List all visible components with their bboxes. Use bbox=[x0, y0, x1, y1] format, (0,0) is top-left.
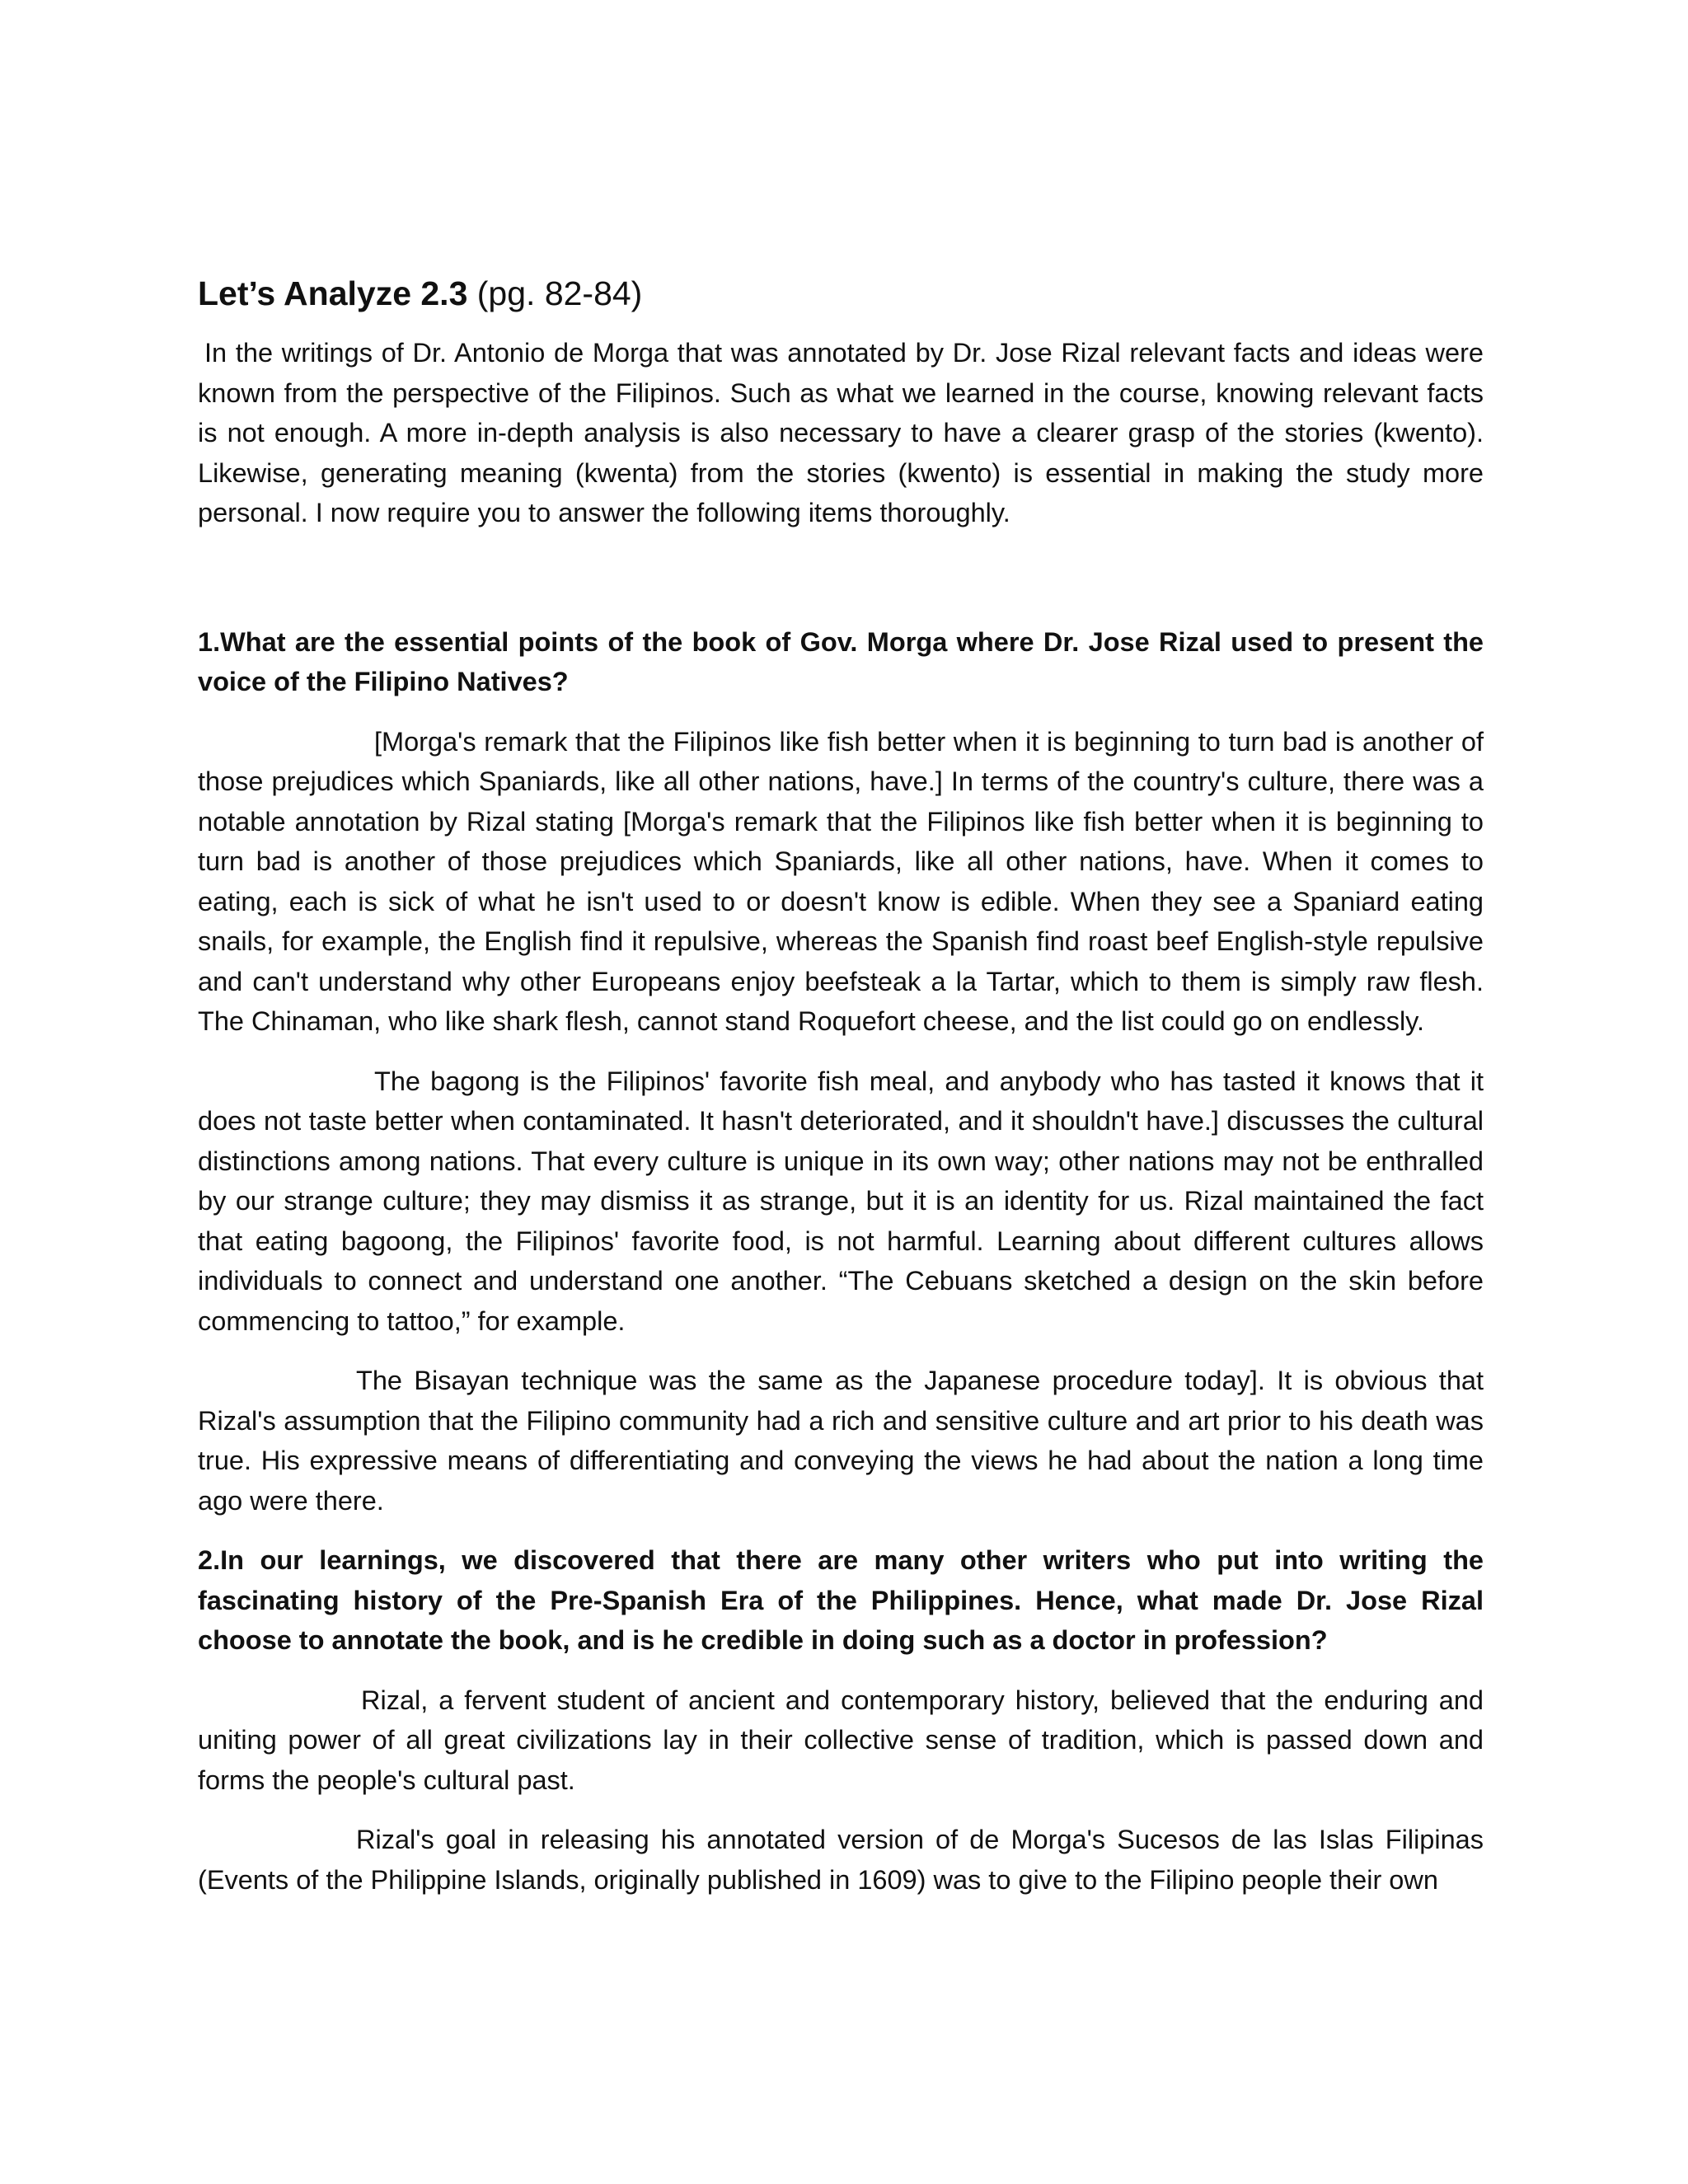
title-page-range: (pg. 82-84) bbox=[467, 274, 643, 312]
answer-1-paragraph-2: The bagong is the Filipinos' favorite fish meal, and anybody who has tasted it knows that it does not taste better when contaminated. It hasn't deteriorated, and it shouldn't have.] discusses the cultural distinctions among nations. That every culture is unique in its own way; other nations may not be enthralled by our strange culture; they may dismiss it as strange, but it is an identity for us. Rizal maintained the fact that eating bagoong, the Filipinos' favorite food, is not harmful. Learning about different cultures allows individuals to connect and understand one another. “The Cebuans sketched a design on the skin before commencing to tattoo,” for example. bbox=[198, 1066, 1484, 1336]
page-title bbox=[198, 272, 1484, 315]
answer-1-paragraph-1: [Morga's remark that the Filipinos like fish better when it is beginning to turn bad is another of those prejudices which Spaniards, like all other nations, have.] In terms of the country's culture, there was a notable annotation by Rizal stating [Morga's remark that the Filipinos like fish better when it is beginning to turn bad is another of those prejudices which Spaniards, like all other nations, have. When it comes to eating, each is sick of what he isn't used to or doesn't know is edible. When they see a Spaniard eating snails, for example, the English find it repulsive, whereas the Spanish find roast beef English-style repulsive and can't understand why other Europeans enjoy beefsteak a la Tartar, which to them is simply raw flesh. The Chinaman, who like shark flesh, cannot stand Roquefort cheese, and the list could go on endlessly. bbox=[198, 726, 1484, 1036]
document-page bbox=[198, 272, 1484, 1918]
answer-2-paragraph-2: Rizal's goal in releasing his annotated version of de Morga's Sucesos de las Islas Filipinas (Events of the Philippine Islands, originally published in 1609) was to give to the Filipino people their own bbox=[198, 1825, 1484, 1895]
intro-paragraph: In the writings of Dr. Antonio de Morga that was annotated by Dr. Jose Rizal relevant facts and ideas were known from the perspective of the Filipinos. Such as what we learned in the course, knowing relevant facts is not enough. A more in-depth analysis is also necessary to have a clearer grasp of the stories (kwento). Likewise, generating meaning (kwenta) from the stories (kwento) is essential in making the study more personal. I now require you to answer the following items thoroughly. bbox=[198, 338, 1484, 527]
answer-2-paragraph-1: Rizal, a fervent student of ancient and contemporary history, believed that the enduring and uniting power of all great civilizations lay in their collective sense of tradition, which is passed down and forms the people's cultural past. bbox=[198, 1685, 1484, 1795]
answer-1-paragraph-3: The Bisayan technique was the same as the Japanese procedure today]. It is obvious that Rizal's assumption that the Filipino community had a rich and sensitive culture and art prior to his death was true. His expressive means of differentiating and conveying the views he had about the nation a long time ago were there. bbox=[198, 1366, 1484, 1516]
question-2: 2.In our learnings, we discovered that there are many other writers who put into writing the fascinating history of the Pre-Spanish Era of the Philippines. Hence, what made Dr. Jose Rizal choose to annotate the book, and is he credible in doing such as a doctor in profession? bbox=[198, 1545, 1484, 1655]
title-main: Let’s Analyze 2.3 bbox=[198, 274, 468, 312]
question-1: 1.What are the essential points of the book of Gov. Morga where Dr. Jose Rizal used to present the voice of the Filipino Natives? bbox=[198, 626, 1484, 696]
